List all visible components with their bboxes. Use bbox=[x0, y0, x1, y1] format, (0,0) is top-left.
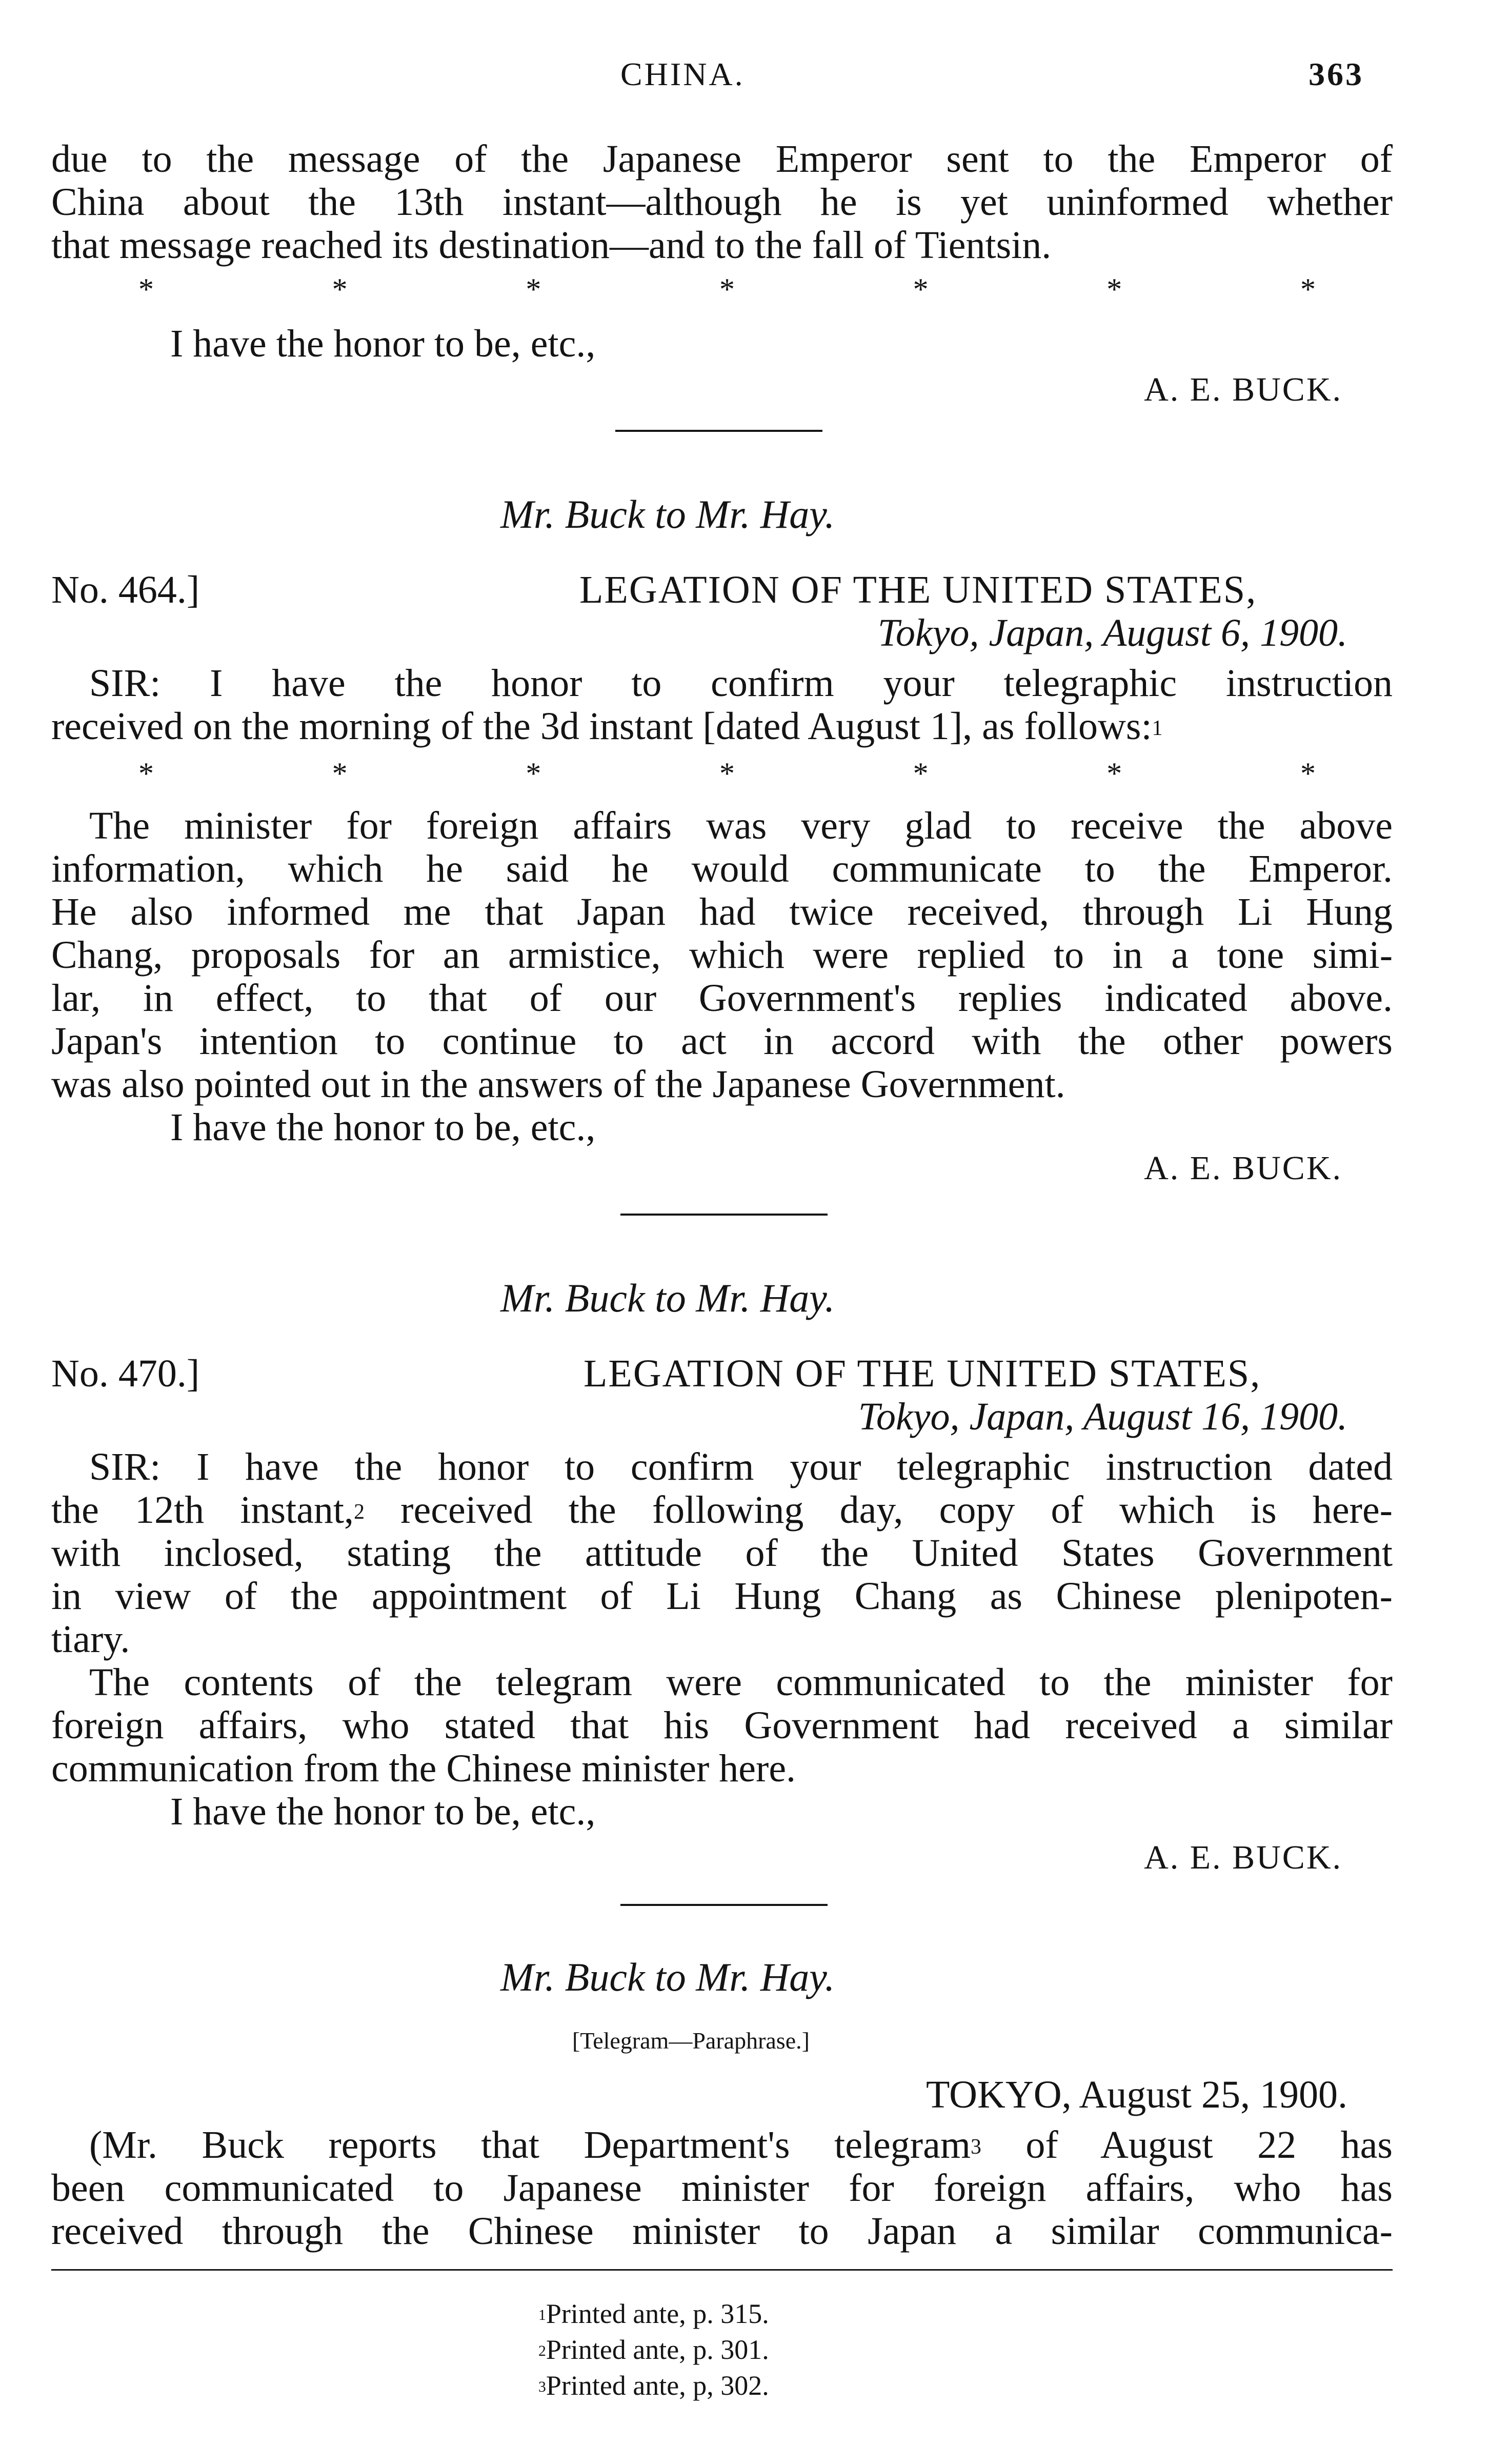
star: * bbox=[913, 272, 929, 306]
star: * bbox=[719, 272, 735, 306]
star: * bbox=[526, 272, 541, 306]
star: * bbox=[526, 757, 541, 790]
star: * bbox=[1106, 757, 1122, 790]
paragraph-line: information, which he said he would communicate to the Emperor. bbox=[51, 847, 1393, 890]
star: * bbox=[138, 272, 154, 306]
signature: A. E. BUCK. bbox=[1144, 371, 1342, 408]
paragraph-line: the 12th instant,$^2$ received the following day, copy of which is here- bbox=[51, 1488, 1393, 1532]
paragraph-line: received on the morning of the 3d instant [dated August 1], as follows:$^1$ bbox=[51, 705, 1163, 748]
footnote: $^3$Printed ante, p, 302. bbox=[538, 2370, 769, 2401]
signature: A. E. BUCK. bbox=[1144, 1149, 1342, 1187]
closing: I have the honor to be, etc., bbox=[170, 1790, 596, 1833]
paragraph-line: received through the Chinese minister to Japan a similar communica- bbox=[51, 2210, 1393, 2253]
paragraph-line: Chang, proposals for an armistice, which were replied to in a tone simi- bbox=[51, 933, 1393, 977]
star: * bbox=[913, 757, 929, 790]
star: * bbox=[1106, 272, 1122, 306]
star: * bbox=[719, 757, 735, 790]
continuation-line-2: China about the 13th instant—although he is yet uninformed whether bbox=[51, 181, 1393, 224]
footnote: $^2$Printed ante, p. 301. bbox=[538, 2334, 769, 2365]
divider bbox=[620, 1214, 828, 1216]
legation-heading: LEGATION OF THE UNITED STATES, bbox=[583, 1352, 1261, 1395]
page-number: 363 bbox=[1309, 56, 1364, 92]
place-date: TOKYO, August 25, 1900. bbox=[926, 2073, 1347, 2116]
closing: I have the honor to be, etc., bbox=[170, 1106, 596, 1149]
ellipsis-stars bbox=[51, 756, 1393, 791]
closing: I have the honor to be, etc., bbox=[170, 322, 596, 365]
footnote-ref: 3 bbox=[970, 2135, 981, 2159]
divider bbox=[620, 1904, 828, 1906]
continuation-line-1: due to the message of the Japanese Emperor sent to the Emperor of bbox=[51, 137, 1393, 181]
paragraph-line: with inclosed, stating the attitude of the United States Government bbox=[51, 1532, 1393, 1575]
signature: A. E. BUCK. bbox=[1144, 1839, 1342, 1876]
letter-title: Mr. Buck to Mr. Hay. bbox=[500, 1276, 835, 1320]
star: * bbox=[1300, 272, 1316, 306]
paragraph-line: Japan's intention to continue to act in accord with the other powers bbox=[51, 1020, 1393, 1063]
place-date: Tokyo, Japan, August 6, 1900. bbox=[877, 611, 1347, 654]
paragraph-line: He also informed me that Japan had twice received, through Li Hung bbox=[51, 890, 1393, 933]
continuation-line-3: that message reached its destination—and to the fall of Tientsin. bbox=[51, 224, 1052, 267]
paragraph-line: SIR: I have the honor to confirm your telegraphic instruction dated bbox=[89, 1445, 1393, 1488]
footnote-rule bbox=[51, 2269, 1393, 2271]
divider bbox=[615, 430, 822, 432]
paragraph-line: The minister for foreign affairs was very glad to receive the above bbox=[89, 804, 1393, 847]
footnote-ref: 1 bbox=[1152, 716, 1163, 740]
paragraph-line: been communicated to Japanese minister for foreign affairs, who has bbox=[51, 2167, 1393, 2210]
paragraph-line: in view of the appointment of Li Hung Chang as Chinese plenipoten- bbox=[51, 1575, 1393, 1618]
paragraph-line: communication from the Chinese minister here. bbox=[51, 1747, 796, 1790]
paragraph-line: The contents of the telegram were communicated to the minister for bbox=[89, 1661, 1393, 1704]
star: * bbox=[138, 757, 154, 790]
place-date: Tokyo, Japan, August 16, 1900. bbox=[858, 1395, 1347, 1438]
legation-heading: LEGATION OF THE UNITED STATES, bbox=[579, 568, 1257, 611]
footnote-ref: 2 bbox=[354, 1500, 365, 1524]
letter-title: Mr. Buck to Mr. Hay. bbox=[500, 492, 835, 536]
footnote: $^1$Printed ante, p. 315. bbox=[538, 2298, 769, 2329]
paragraph-line: was also pointed out in the answers of the Japanese Government. bbox=[51, 1063, 1065, 1106]
letter-number: No. 470.] bbox=[51, 1352, 200, 1395]
paragraph-line: foreign affairs, who stated that his Government had received a similar bbox=[51, 1704, 1393, 1747]
running-title: CHINA. bbox=[620, 56, 745, 92]
ellipsis-stars bbox=[51, 272, 1393, 307]
star: * bbox=[332, 272, 348, 306]
star: * bbox=[332, 757, 348, 790]
paragraph-line: (Mr. Buck reports that Department's telegram$^3$ of August 22 has bbox=[89, 2123, 1393, 2167]
telegram-subtitle: [Telegram—Paraphrase.] bbox=[572, 2028, 810, 2054]
paragraph-line: lar, in effect, to that of our Government's replies indicated above. bbox=[51, 977, 1393, 1020]
paragraph-line: tiary. bbox=[51, 1618, 130, 1661]
star: * bbox=[1300, 757, 1316, 790]
letter-number: No. 464.] bbox=[51, 568, 200, 611]
letter-title: Mr. Buck to Mr. Hay. bbox=[500, 1955, 835, 1999]
paragraph-line: SIR: I have the honor to confirm your telegraphic instruction bbox=[89, 662, 1393, 705]
